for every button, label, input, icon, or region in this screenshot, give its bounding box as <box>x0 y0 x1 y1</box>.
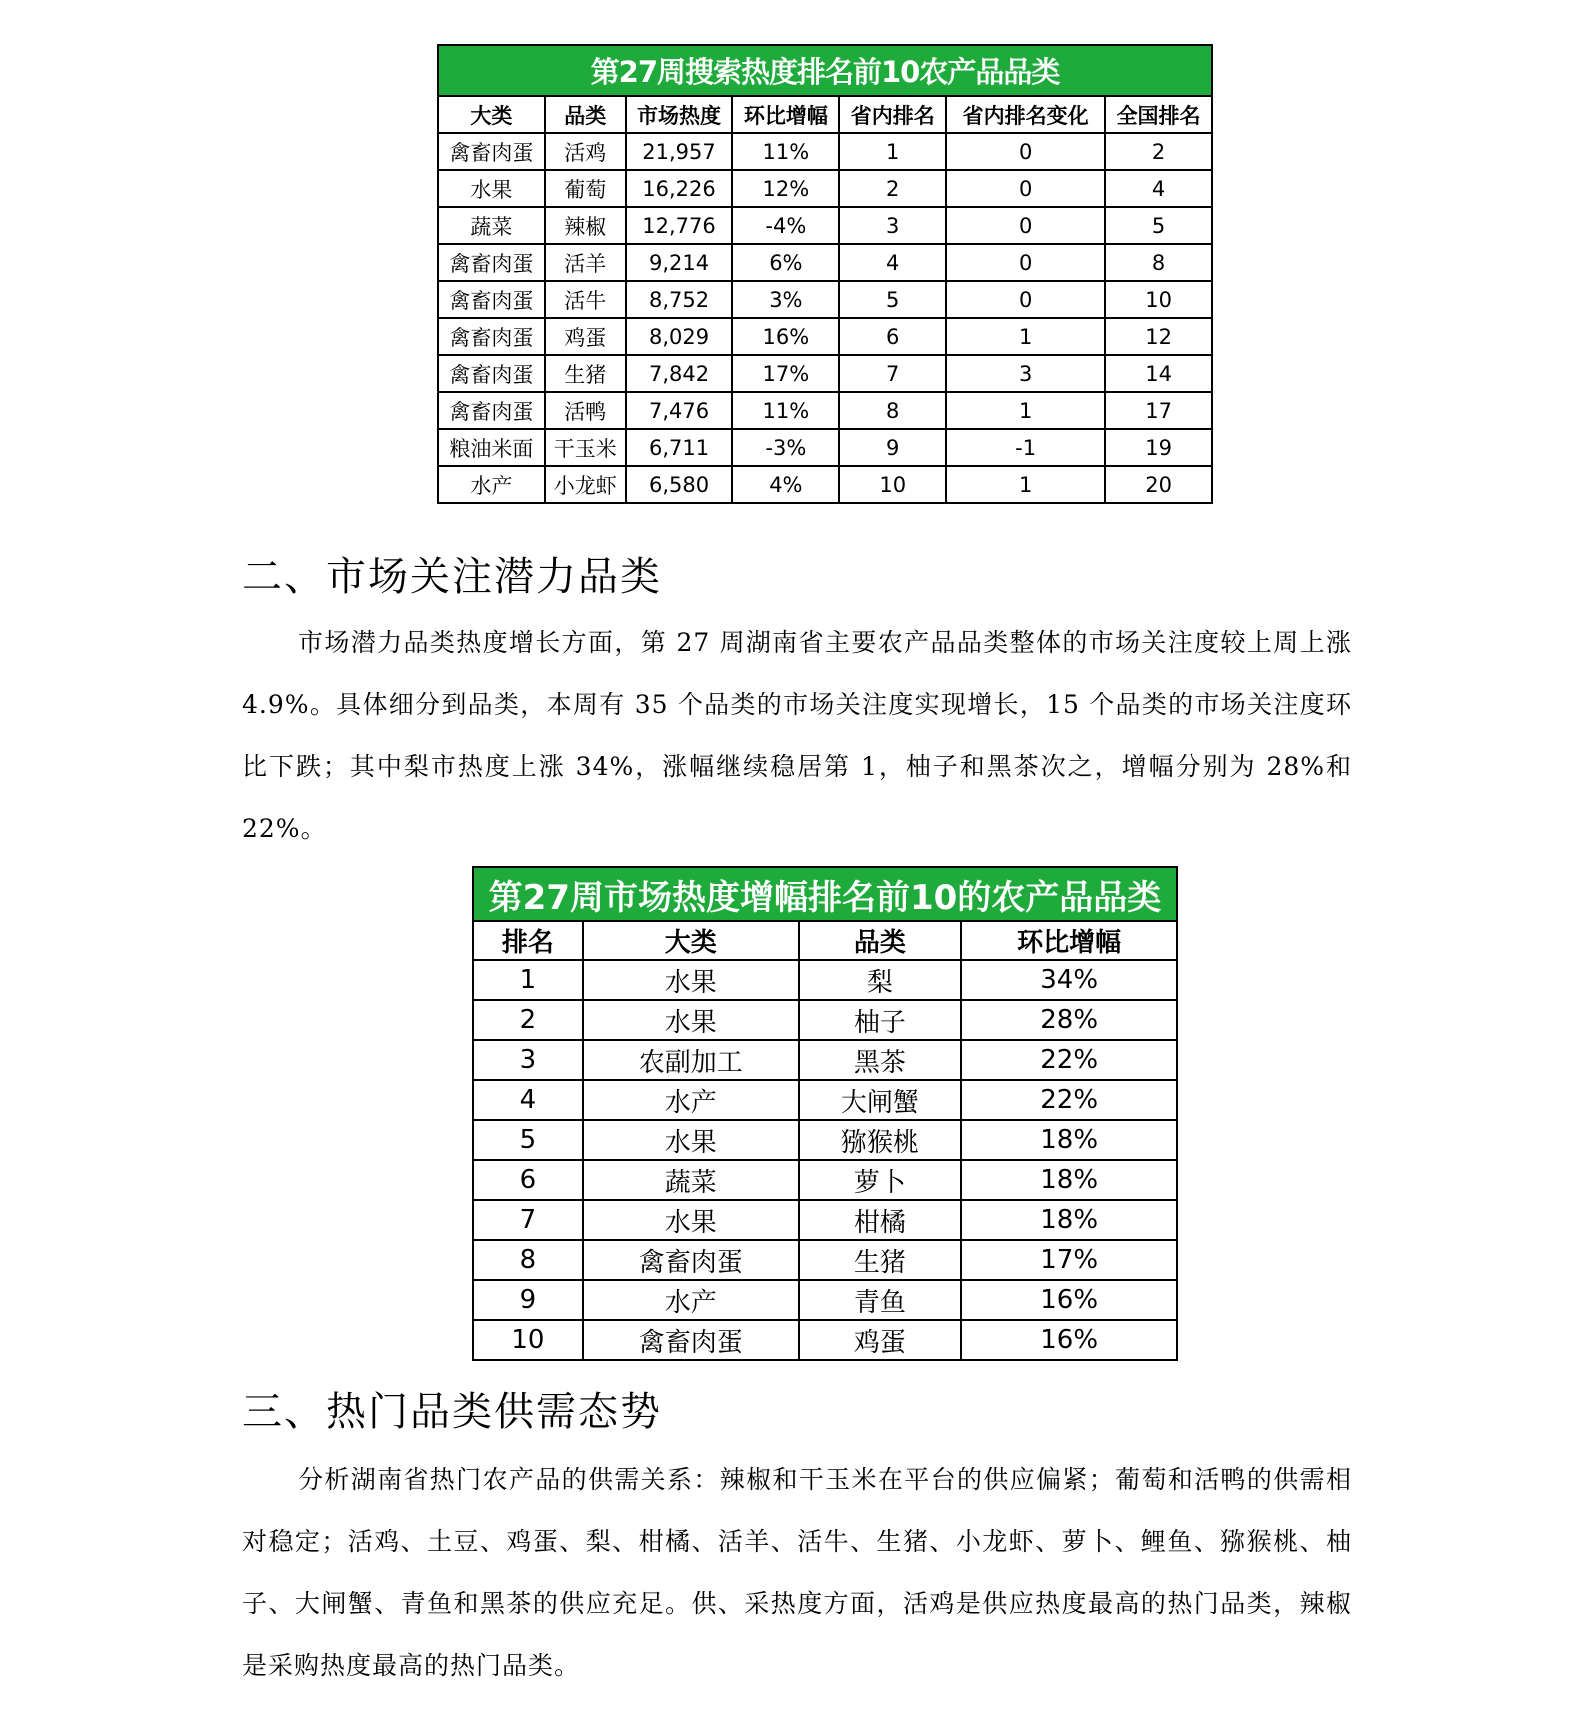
table-cell: 8,029 <box>626 318 733 355</box>
table-cell: 5 <box>473 1120 583 1160</box>
table-cell: 柑橘 <box>799 1200 962 1240</box>
table-cell: -1 <box>946 429 1105 466</box>
table-cell: 活牛 <box>545 281 626 318</box>
table-row <box>438 392 1212 429</box>
table-title: 第27周搜索热度排名前10农产品品类 <box>438 45 1212 96</box>
table-cell: 水产 <box>438 466 545 503</box>
table-cell: 禽畜肉蛋 <box>438 133 545 170</box>
table-title: 第27周市场热度增幅排名前10的农产品品类 <box>473 867 1177 921</box>
table-cell: 鸡蛋 <box>545 318 626 355</box>
table-cell: 水果 <box>583 1000 799 1040</box>
table-cell: 3 <box>946 355 1105 392</box>
section-heading: 二、市场关注潜力品类 <box>242 554 662 600</box>
table-cell: 4 <box>839 244 946 281</box>
table-cell: 干玉米 <box>545 429 626 466</box>
table-cell: 6,711 <box>626 429 733 466</box>
table-cell: 16,226 <box>626 170 733 207</box>
table-cell: 大闸蟹 <box>799 1080 962 1120</box>
table-cell: 12,776 <box>626 207 733 244</box>
table-cell: 11% <box>732 392 839 429</box>
table-cell: 9 <box>473 1280 583 1320</box>
table-header-row <box>438 96 1212 133</box>
table-row <box>473 960 1177 1000</box>
table-cell: 鸡蛋 <box>799 1320 962 1360</box>
search-heat-top10-table <box>437 44 1213 504</box>
table-cell: 16% <box>961 1320 1177 1360</box>
table-cell: 水产 <box>583 1080 799 1120</box>
table-row <box>473 1000 1177 1040</box>
table-row <box>438 429 1212 466</box>
table-cell: 17 <box>1105 392 1212 429</box>
table-cell: 17% <box>732 355 839 392</box>
table-cell: 水果 <box>583 1200 799 1240</box>
table-row <box>473 1200 1177 1240</box>
table-cell: 5 <box>839 281 946 318</box>
table-cell: 8,752 <box>626 281 733 318</box>
table-cell: 9 <box>839 429 946 466</box>
table-row <box>438 170 1212 207</box>
table-cell: 10 <box>473 1320 583 1360</box>
table-row <box>438 466 1212 503</box>
table-cell: 黑茶 <box>799 1040 962 1080</box>
table-cell: 28% <box>961 1000 1177 1040</box>
section-paragraph: 分析湖南省热门农产品的供需关系：辣椒和干玉米在平台的供应偏紧；葡萄和活鸭的供需相对稳定；活鸡、土豆、鸡蛋、梨、柑橘、活羊、活牛、生猪、小龙虾、萝卜、鲤鱼、猕猴桃、柚子、大闸蟹、青鱼和黑茶的供应充足。供、采热度方面，活鸡是供应热度最高的热门品类，辣椒是采购热度最高的热门品类。 <box>242 1465 1352 1680</box>
table-cell: 水产 <box>583 1280 799 1320</box>
table-cell: 活羊 <box>545 244 626 281</box>
table-cell: 6 <box>473 1160 583 1200</box>
table-row <box>438 281 1212 318</box>
table-cell: 16% <box>961 1280 1177 1320</box>
table-cell: 3 <box>473 1040 583 1080</box>
table-cell: 34% <box>961 960 1177 1000</box>
table-title-row <box>438 45 1212 96</box>
table-cell: 蔬菜 <box>583 1160 799 1200</box>
table-cell: 16% <box>732 318 839 355</box>
table-cell: 活鸡 <box>545 133 626 170</box>
table-row <box>473 1320 1177 1360</box>
table-cell: 21,957 <box>626 133 733 170</box>
column-header: 全国排名 <box>1105 96 1212 133</box>
table-cell: 8 <box>839 392 946 429</box>
table-cell: 小龙虾 <box>545 466 626 503</box>
table-cell: 3 <box>839 207 946 244</box>
table-cell: -3% <box>732 429 839 466</box>
column-header: 大类 <box>583 921 799 960</box>
table-cell: 1 <box>946 392 1105 429</box>
table-cell: 蔬菜 <box>438 207 545 244</box>
table-row <box>473 1120 1177 1160</box>
table-cell: 禽畜肉蛋 <box>438 244 545 281</box>
table-cell: 11% <box>732 133 839 170</box>
table-cell: 18% <box>961 1120 1177 1160</box>
heat-growth-top10-table <box>472 866 1178 1361</box>
table-cell: 18% <box>961 1160 1177 1200</box>
table-cell: 葡萄 <box>545 170 626 207</box>
table-cell: 3% <box>732 281 839 318</box>
table-row <box>473 1240 1177 1280</box>
table-cell: 禽畜肉蛋 <box>583 1240 799 1280</box>
table-cell: 水果 <box>583 1120 799 1160</box>
table-cell: 6 <box>839 318 946 355</box>
table-cell: 禽畜肉蛋 <box>583 1320 799 1360</box>
table-row <box>473 1040 1177 1080</box>
table-row <box>473 1280 1177 1320</box>
table-cell: 18% <box>961 1200 1177 1240</box>
table-cell: 7 <box>839 355 946 392</box>
table-row <box>473 1080 1177 1120</box>
table-title-row <box>473 867 1177 921</box>
table-cell: 0 <box>946 281 1105 318</box>
column-header: 市场热度 <box>626 96 733 133</box>
table-cell: 10 <box>839 466 946 503</box>
table-cell: 10 <box>1105 281 1212 318</box>
column-header: 大类 <box>438 96 545 133</box>
table-cell: 2 <box>473 1000 583 1040</box>
table-cell: 7 <box>473 1200 583 1240</box>
table-header-row <box>473 921 1177 960</box>
table-row <box>473 1160 1177 1200</box>
table-row <box>438 355 1212 392</box>
section-heading: 三、热门品类供需态势 <box>242 1389 662 1435</box>
column-header: 省内排名变化 <box>946 96 1105 133</box>
table-cell: 禽畜肉蛋 <box>438 355 545 392</box>
table-cell: 19 <box>1105 429 1212 466</box>
table-cell: 7,476 <box>626 392 733 429</box>
table-cell: 2 <box>1105 133 1212 170</box>
table-body <box>438 133 1212 503</box>
table-row <box>438 133 1212 170</box>
table-cell: 12 <box>1105 318 1212 355</box>
table-cell: 禽畜肉蛋 <box>438 318 545 355</box>
table-cell: 1 <box>946 466 1105 503</box>
table-cell: 辣椒 <box>545 207 626 244</box>
table-cell: 0 <box>946 244 1105 281</box>
table-cell: 禽畜肉蛋 <box>438 281 545 318</box>
table-cell: 4% <box>732 466 839 503</box>
table-cell: 17% <box>961 1240 1177 1280</box>
table-cell: 萝卜 <box>799 1160 962 1200</box>
table-cell: 22% <box>961 1080 1177 1120</box>
table-cell: 6,580 <box>626 466 733 503</box>
table-cell: -4% <box>732 207 839 244</box>
table-cell: 活鸭 <box>545 392 626 429</box>
table-cell: 猕猴桃 <box>799 1120 962 1160</box>
table-cell: 14 <box>1105 355 1212 392</box>
column-header: 品类 <box>799 921 962 960</box>
column-header: 省内排名 <box>839 96 946 133</box>
table-row <box>438 318 1212 355</box>
column-header: 品类 <box>545 96 626 133</box>
table-cell: 6% <box>732 244 839 281</box>
table-row <box>438 244 1212 281</box>
table-cell: 8 <box>473 1240 583 1280</box>
table-cell: 水果 <box>583 960 799 1000</box>
table-cell: 2 <box>839 170 946 207</box>
table-cell: 生猪 <box>799 1240 962 1280</box>
table-cell: 柚子 <box>799 1000 962 1040</box>
column-header: 排名 <box>473 921 583 960</box>
table-cell: 4 <box>473 1080 583 1120</box>
table-cell: 1 <box>839 133 946 170</box>
table-cell: 4 <box>1105 170 1212 207</box>
table-cell: 0 <box>946 170 1105 207</box>
table-cell: 粮油米面 <box>438 429 545 466</box>
column-header: 环比增幅 <box>732 96 839 133</box>
table-cell: 禽畜肉蛋 <box>438 392 545 429</box>
table-cell: 9,214 <box>626 244 733 281</box>
table-cell: 生猪 <box>545 355 626 392</box>
table-cell: 梨 <box>799 960 962 1000</box>
table-cell: 水果 <box>438 170 545 207</box>
table-cell: 5 <box>1105 207 1212 244</box>
column-header: 环比增幅 <box>961 921 1177 960</box>
table-cell: 1 <box>473 960 583 1000</box>
table-cell: 12% <box>732 170 839 207</box>
table-cell: 青鱼 <box>799 1280 962 1320</box>
table-cell: 22% <box>961 1040 1177 1080</box>
table-cell: 1 <box>946 318 1105 355</box>
table-cell: 7,842 <box>626 355 733 392</box>
table-body <box>473 960 1177 1360</box>
table-cell: 8 <box>1105 244 1212 281</box>
table-cell: 0 <box>946 207 1105 244</box>
table-row <box>438 207 1212 244</box>
table-cell: 0 <box>946 133 1105 170</box>
table-cell: 20 <box>1105 466 1212 503</box>
section-paragraph: 市场潜力品类热度增长方面，第 27 周湖南省主要农产品品类整体的市场关注度较上周上涨 4.9%。具体细分到品类，本周有 35 个品类的市场关注度实现增长，15 个品类的市场关注度环比下跌；其中梨市热度上涨 34%，涨幅继续稳居第 1，柚子和黑茶次之，增幅分别为 28%和 22%。 <box>242 628 1352 843</box>
table-cell: 农副加工 <box>583 1040 799 1080</box>
